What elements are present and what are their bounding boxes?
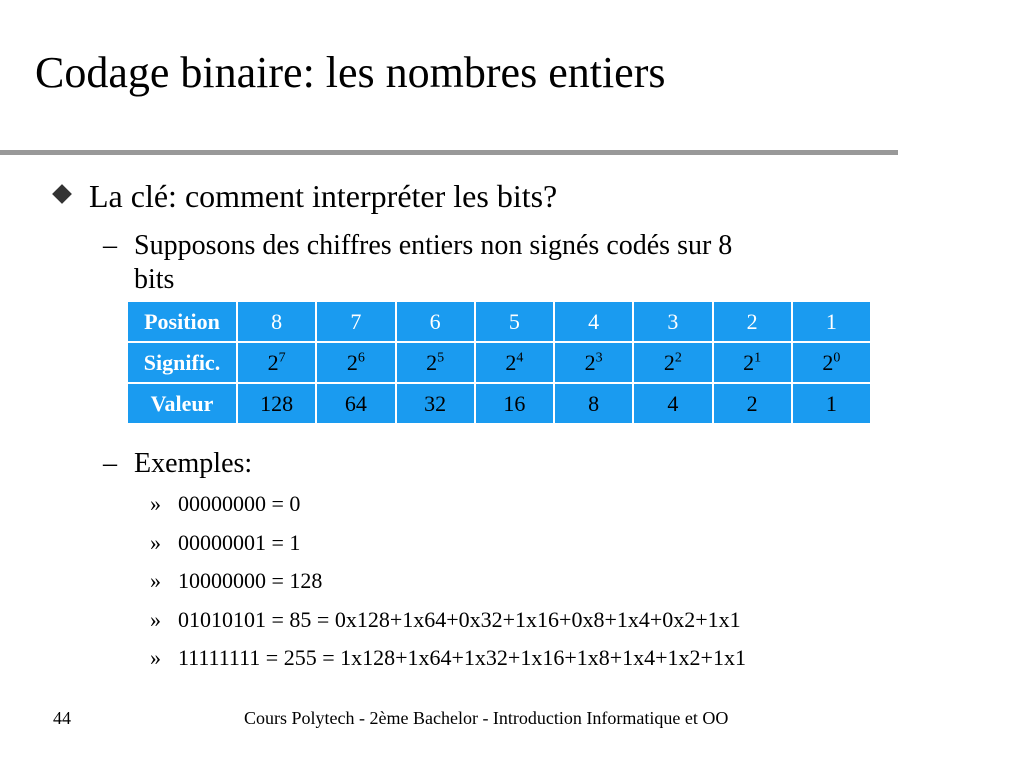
significance-cell: $2^0$ [792,342,871,383]
example-text: 01010101 = 85 = 0x128+1x64+0x32+1x16+0x8+1x4+0x2+1x1 [178,606,741,632]
list-item [150,529,746,568]
row-header-position: Position [127,301,237,342]
list-item [150,490,746,529]
position-cell: 3 [633,301,712,342]
position-cell: 2 [713,301,792,342]
list-item [150,606,746,645]
raquo-marker: » [150,645,161,670]
value-cell: 64 [316,383,395,424]
dash-marker: – [103,448,117,479]
significance-cell: $2^1$ [713,342,792,383]
raquo-marker: » [150,529,161,555]
position-cell: 1 [792,301,871,342]
significance-cell: $2^3$ [554,342,633,383]
raquo-marker: » [150,606,161,632]
significance-cell: $2^6$ [316,342,395,383]
value-cell: 32 [396,383,475,424]
significance-cell: $2^7$ [237,342,316,383]
row-header-value: Valeur [127,383,237,424]
example-text: 00000001 = 1 [178,529,301,555]
sub-bullet-supposons [103,229,883,297]
position-cell: 8 [237,301,316,342]
example-text: 11111111 = 255 = 1x128+1x64+1x32+1x16+1x8+1x4+1x2+1x1 [178,645,746,670]
sub-bullet-exemples-text: Exemples: [134,448,253,479]
position-cell: 7 [316,301,395,342]
example-text: 10000000 = 128 [178,568,323,593]
row-header-significance: Signific. [127,342,237,383]
sub-bullet-exemples [103,447,252,481]
raquo-marker: » [150,491,161,516]
bit-position-table [126,300,872,425]
table-row-significance [127,342,871,383]
value-cell: 16 [475,383,554,424]
main-bullet [55,176,557,216]
position-cell: 4 [554,301,633,342]
main-bullet-text: La clé: comment interpréter les bits? [89,178,558,214]
value-cell: 8 [554,383,633,424]
position-cell: 5 [475,301,554,342]
slide-number: 44 [53,708,71,728]
significance-cell: $2^5$ [396,342,475,383]
list-item [150,644,746,683]
value-cell: 2 [713,383,792,424]
examples-list [150,490,746,683]
footer-text: Cours Polytech - 2ème Bachelor - Introduction Informatique et OO [244,708,729,728]
value-cell: 128 [237,383,316,424]
slide-title: Codage binaire: les nombres entiers [35,48,666,97]
significance-cell: $2^2$ [633,342,712,383]
example-text: 00000000 = 0 [178,491,301,516]
significance-cell: $2^4$ [475,342,554,383]
value-cell: 1 [792,383,871,424]
table-row-position [127,301,871,342]
title-divider [0,150,898,155]
sub-bullet-text-line2: bits [134,264,175,295]
list-item [150,567,746,606]
raquo-marker: » [150,568,161,593]
position-cell: 6 [396,301,475,342]
diamond-bullet-icon [52,184,72,204]
dash-marker: – [103,230,117,261]
table-row-value [127,383,871,424]
sub-bullet-text-line1: Supposons des chiffres entiers non signés codés sur 8 [134,230,733,261]
value-cell: 4 [633,383,712,424]
